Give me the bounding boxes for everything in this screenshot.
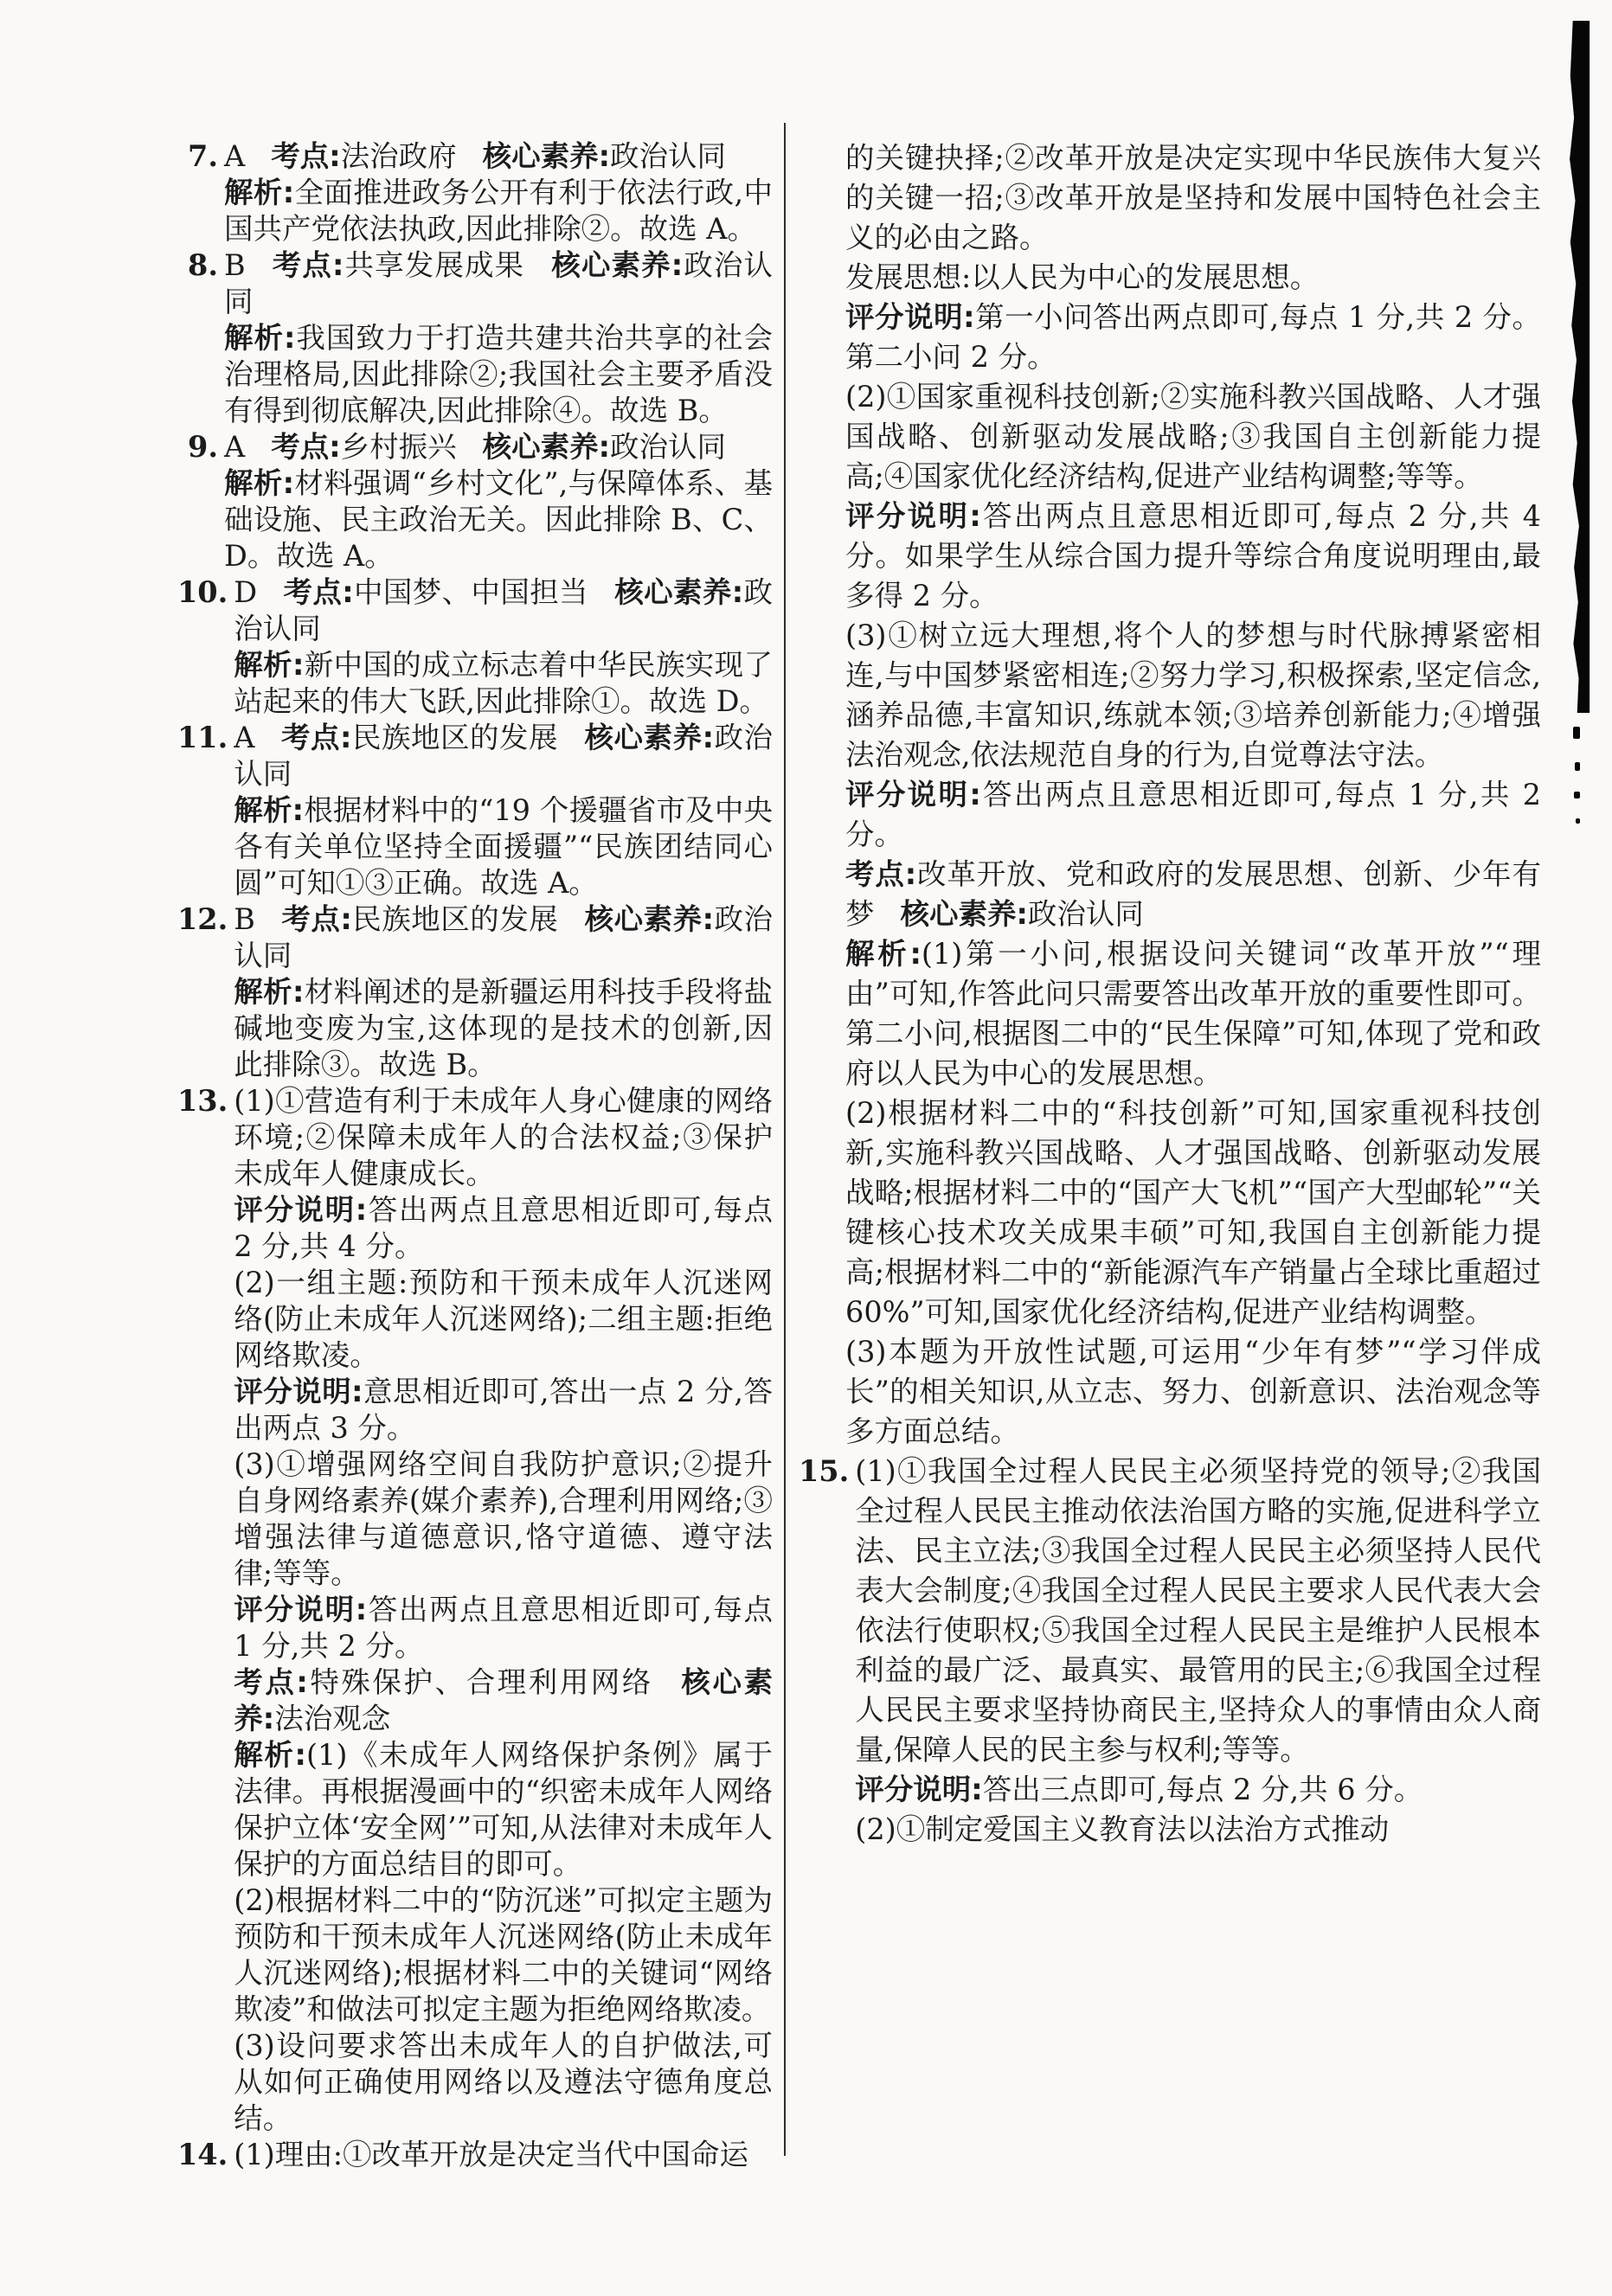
bold-label: 核心素养: xyxy=(550,248,684,282)
text-run: 意思相近即可,答出一点 2 分,答出两点 3 分。 xyxy=(234,1375,773,1445)
paragraph xyxy=(845,497,1541,616)
text-run: 特殊保护、合理利用网络 xyxy=(307,1665,653,1699)
text-run: 答出三点即可,每点 2 分,共 6 分。 xyxy=(982,1773,1423,1806)
paragraph xyxy=(845,616,1541,775)
text-run: 乡村振兴 xyxy=(340,430,457,464)
bold-label: 评分说明: xyxy=(845,778,981,811)
bold-label: 核心素养: xyxy=(900,897,1028,931)
scan-edge-artifact xyxy=(1561,21,1592,713)
text-run: (2)根据材料二中的“科技创新”可知,国家重视科技创新,实施科教兴国战略、人才强国战略、创新驱动发展战略;根据材料二中的“国产大飞机”“国产大型邮轮”“关键核心技术攻关成果丰硕”可知,我国自主创新能力提高;根据材料二中的“新能源汽车产销量占全球比重超过 60%”可知,国家优化经济结构,促进产业结构调整。 xyxy=(845,1096,1541,1329)
answer-item-9 xyxy=(177,429,773,574)
text-run: (3)设问要求答出未成年人的自护做法,可从如何正确使用网络以及遵法守德角度总结。 xyxy=(234,2029,773,2135)
text-run: (2)一组主题:预防和干预未成年人沉迷网络(防止未成年人沉迷网络);二组主题:拒绝网络欺凌。 xyxy=(234,1266,773,1372)
bold-label: 评分说明: xyxy=(234,1375,363,1408)
text-run: 政治认同 xyxy=(234,721,774,791)
text-run: 法治观念 xyxy=(274,1702,391,1735)
item-body xyxy=(234,2137,773,2173)
bold-label: 考点: xyxy=(234,1665,308,1699)
item-body xyxy=(855,1452,1541,1850)
scan-speck xyxy=(1576,818,1580,824)
paragraph xyxy=(845,377,1541,497)
text-run: 答出两点且意思相近即可,每点 2 分,共 4 分。 xyxy=(234,1193,773,1263)
text-run: (2)①制定爱国主义教育法以法治方式推动 xyxy=(855,1812,1390,1846)
text-run: 答出两点且意思相近即可,每点 1 分,共 2 分。 xyxy=(234,1593,773,1663)
text-run: (3)①增强网络空间自我防护意识;②提升自身网络素养(媒介素养),合理利用网络;③增强法律与道德意识,恪守道德、遵守法律;等等。 xyxy=(234,1447,773,1590)
text-run: 政治认同 xyxy=(610,430,727,464)
text-run: 第一小问答出两点即可,每点 1 分,共 2 分。第二小问 2 分。 xyxy=(845,300,1541,374)
paragraph xyxy=(234,1592,773,1664)
bold-label: 评分说明: xyxy=(234,1193,368,1227)
paragraph xyxy=(234,1265,773,1374)
text-run: (1)①营造有利于未成年人身心健康的网络环境;②保障未成年人的合法权益;③保护未成年人健康成长。 xyxy=(234,1084,773,1190)
answer-item-12 xyxy=(177,901,773,1083)
text-run: 政治认同 xyxy=(1027,897,1144,931)
item-number: 12. xyxy=(177,902,228,936)
bold-label: 评分说明: xyxy=(845,499,981,533)
bold-label: 解析: xyxy=(234,793,305,827)
paragraph xyxy=(845,1093,1541,1332)
text-run: 民族地区的发展 xyxy=(351,902,559,936)
bold-label: 考点: xyxy=(271,248,344,282)
paragraph xyxy=(234,2028,773,2137)
text-run: 共享发展成果 xyxy=(344,248,525,282)
answer-item-15 xyxy=(799,1452,1541,1850)
text-run: 发展思想:以人民为中心的发展思想。 xyxy=(845,260,1320,294)
item-body xyxy=(234,720,773,901)
paragraph xyxy=(224,465,773,574)
text-run: 政治认同 xyxy=(234,575,774,645)
scan-speck xyxy=(1575,762,1580,771)
text-run: A xyxy=(224,430,246,464)
text-run: (1)理由:①改革开放是决定当代中国命运 xyxy=(234,2138,749,2171)
text-run: D xyxy=(234,575,258,609)
paragraph xyxy=(234,2137,773,2173)
bold-label: 考点: xyxy=(845,857,917,891)
text-run: 中国梦、中国担当 xyxy=(353,575,588,609)
text-run: 法治政府 xyxy=(340,139,457,173)
text-run: (2)①国家重视科技创新;②实施科教兴国战略、人才强国战略、创新驱动发展战略;③我国自主创新能力提高;④国家优化经济结构,促进产业结构调整;等等。 xyxy=(845,380,1541,493)
answer-item-11 xyxy=(177,720,773,901)
paragraph xyxy=(234,647,773,720)
item-number: 10. xyxy=(177,575,228,609)
item-body xyxy=(234,574,773,720)
paragraph xyxy=(234,1737,773,1882)
item-body xyxy=(234,901,773,1083)
paragraph xyxy=(224,429,773,465)
text-run: A xyxy=(234,721,255,754)
paragraph xyxy=(845,258,1541,298)
text-run: 民族地区的发展 xyxy=(351,721,559,754)
text-run: B xyxy=(234,902,255,936)
item-body xyxy=(845,138,1541,1452)
paragraph xyxy=(845,1332,1541,1452)
paragraph xyxy=(845,138,1541,258)
column-divider-line xyxy=(784,123,786,2156)
text-run: 政治认同 xyxy=(610,139,727,173)
bold-label: 考点: xyxy=(271,430,341,464)
paragraph xyxy=(234,1374,773,1446)
answer-item-14 xyxy=(177,2137,773,2173)
item-body xyxy=(224,429,773,574)
item-number: 11. xyxy=(177,721,228,754)
answer-item-10 xyxy=(177,574,773,720)
paragraph xyxy=(234,1446,773,1592)
bold-label: 解析: xyxy=(224,321,296,355)
bold-label: 核心素养: xyxy=(584,721,714,754)
paragraph xyxy=(234,574,773,647)
scan-speck xyxy=(1574,792,1580,798)
bold-label: 解析: xyxy=(845,937,922,971)
answer-item-continuation xyxy=(799,138,1541,1452)
text-run: 答出两点且意思相近即可,每点 2 分,共 4 分。如果学生从综合国力提升等综合角度说明理由,最多得 2 分。 xyxy=(845,499,1541,612)
text-run: 政治认同 xyxy=(224,248,774,318)
bold-label: 考点: xyxy=(271,139,341,173)
text-run: (1)《未成年人网络保护条例》属于法律。再根据漫画中的“织密未成年人网络保护立体‘安全网’”可知,从法律对未成年人保护的方面总结目的即可。 xyxy=(234,1738,774,1881)
item-number: 7. xyxy=(188,139,218,173)
text-run: 根据材料中的“19 个援疆省市及中央各有关单位坚持全面援疆”“民族团结同心圆”可知①③正确。故选 A。 xyxy=(234,793,773,900)
bold-label: 核心素养: xyxy=(234,1665,773,1735)
text-run: (1)①我国全过程人民民主必须坚持党的领导;②我国全过程人民民主推动依法治国方略的实施,促进科学立法、民主立法;③我国全过程人民民主必须坚持人民代表大会制度;④我国全过程人民民主要求人民代表大会依法行使职权;⑤我国全过程人民民主是维护人民根本利益的最广泛、最真实、最管用的民主;⑥我国全过程人民民主要求坚持协商民主,坚持众人的事情由众人商量,保障人民的民主参与权利;等等。 xyxy=(855,1454,1541,1767)
paragraph xyxy=(845,855,1541,934)
paragraph xyxy=(224,320,773,429)
item-number: 9. xyxy=(188,430,218,464)
bold-label: 核心素养: xyxy=(482,430,611,464)
bold-label: 解析: xyxy=(234,648,305,682)
text-run: A xyxy=(224,139,246,173)
text-run: (3)①树立远大理想,将个人的梦想与时代脉搏紧密相连,与中国梦紧密相连;②努力学习,积极探索,坚定信念,涵养品德,丰富知识,练就本领;③培养创新能力;④增强法治观念,依法规范自身的行为,自觉尊法守法。 xyxy=(845,619,1541,772)
bold-label: 核心素养: xyxy=(482,139,611,173)
text-run: 改革开放、党和政府的发展思想、创新、少年有梦 xyxy=(845,857,1542,931)
paragraph xyxy=(845,934,1541,1093)
left-column xyxy=(177,138,773,2173)
answer-item-13 xyxy=(177,1083,773,2137)
scan-speck xyxy=(1573,727,1580,739)
paragraph xyxy=(234,1192,773,1265)
text-run: 材料强调“乡村文化”,与保障体系、基础设施、民主政治无关。因此排除 B、C、D。故选 A。 xyxy=(224,466,773,573)
item-body xyxy=(234,1083,773,2137)
bold-label: 解析: xyxy=(224,176,295,209)
paragraph xyxy=(855,1810,1541,1850)
paragraph xyxy=(234,720,773,792)
bold-label: 核心素养: xyxy=(613,575,744,609)
paragraph xyxy=(234,974,773,1083)
text-run: (1)第一小问,根据设问关键词“改革开放”“理由”可知,作答此问只需要答出改革开放的重要性即可。第二小问,根据图二中的“民生保障”可知,体现了党和政府以人民为中心的发展思想。 xyxy=(845,937,1541,1090)
item-number: 14. xyxy=(177,2138,228,2171)
text-run: 全面推进政务公开有利于依法行政,中国共产党依法执政,因此排除②。故选 A。 xyxy=(224,176,773,246)
bold-label: 考点: xyxy=(280,902,352,936)
text-run: (3)本题为开放性试题,可运用“少年有梦”“学习伴成长”的相关知识,从立志、努力、创新意识、法治观念等多方面总结。 xyxy=(845,1335,1541,1448)
paragraph xyxy=(234,1083,773,1192)
text-run: 的关键抉择;②改革开放是决定实现中华民族伟大复兴的关键一招;③改革开放是坚持和发展中国特色社会主义的必由之路。 xyxy=(845,141,1541,254)
bold-label: 考点: xyxy=(280,721,352,754)
paragraph xyxy=(234,1664,773,1737)
right-column xyxy=(799,138,1541,1850)
paragraph xyxy=(234,792,773,901)
text-run: 材料阐述的是新疆运用科技手段将盐碱地变废为宝,这体现的是技术的创新,因此排除③。故选 B。 xyxy=(234,975,774,1081)
answer-item-7 xyxy=(177,138,773,247)
paragraph xyxy=(234,901,773,974)
bold-label: 解析: xyxy=(224,466,295,500)
item-number: 13. xyxy=(177,1084,228,1118)
text-run: 答出两点且意思相近即可,每点 1 分,共 2 分。 xyxy=(845,778,1541,851)
item-number: 15. xyxy=(799,1454,850,1488)
text-run: 政治认同 xyxy=(234,902,774,972)
paragraph xyxy=(845,298,1541,377)
text-run: 新中国的成立标志着中华民族实现了站起来的伟大飞跃,因此排除①。故选 D。 xyxy=(234,648,774,718)
text-run: B xyxy=(224,248,246,282)
bold-label: 评分说明: xyxy=(234,1593,368,1626)
bold-label: 评分说明: xyxy=(845,300,975,334)
paragraph xyxy=(224,138,773,175)
paragraph xyxy=(855,1452,1541,1770)
item-body xyxy=(224,138,773,247)
paragraph xyxy=(855,1770,1541,1810)
bold-label: 解析: xyxy=(234,1738,306,1772)
paragraph xyxy=(224,247,773,320)
item-body xyxy=(224,247,773,429)
paragraph xyxy=(224,175,773,247)
bold-label: 核心素养: xyxy=(584,902,715,936)
item-number: 8. xyxy=(188,248,218,282)
paragraph xyxy=(234,1882,773,2028)
text-run: 我国致力于打造共建共治共享的社会治理格局,因此排除②;我国社会主要矛盾没有得到彻底解决,因此排除④。故选 B。 xyxy=(224,321,773,427)
paragraph xyxy=(845,775,1541,855)
bold-label: 解析: xyxy=(234,975,305,1009)
answer-item-8 xyxy=(177,247,773,429)
bold-label: 考点: xyxy=(283,575,354,609)
bold-label: 评分说明: xyxy=(855,1773,983,1806)
text-run: (2)根据材料二中的“防沉迷”可拟定主题为预防和干预未成年人沉迷网络(防止未成年人沉迷网络);根据材料二中的关键词“网络欺凌”和做法可拟定主题为拒绝网络欺凌。 xyxy=(234,1883,773,2026)
